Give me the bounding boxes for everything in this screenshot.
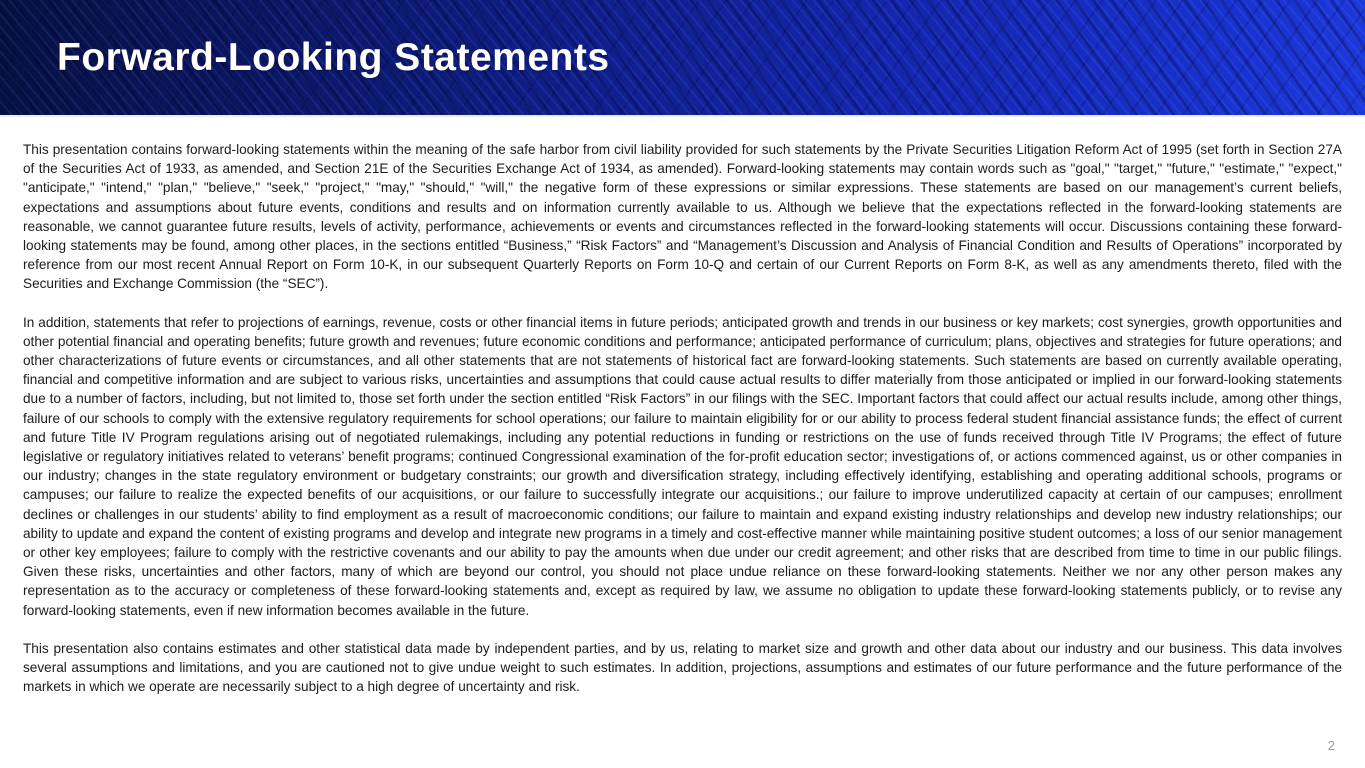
disclaimer-body: [0, 117, 1365, 696]
slide-title: Forward-Looking Statements: [57, 35, 610, 79]
paragraph-statistical-data: This presentation also contains estimates and other statistical data made by independent parties, and by us, relating to market size and growth and other data about our industry and our business. This data involves several assumptions and limitations, and you are cautioned not to give undue weight to such estimates. In addition, projections, assumptions and estimates of our future performance and the future performance of the markets in which we operate are necessarily subject to a high degree of uncertainty and risk.: [23, 640, 1342, 695]
slide-header-banner: [0, 0, 1365, 117]
paragraph-safe-harbor: This presentation contains forward-looking statements within the meaning of the safe harbor from civil liability provided for such statements by the Private Securities Litigation Reform Act of 1995 (set forth in Section 27A of the Securities Act of 1933, as amended, and Section 21E of the Securities Exchange Act of 1934, as amended). Forward-looking statements may contain words such as "goal," "target," "future," "estimate," "expect," "anticipate," "intend," "plan," "believe," "seek," "project," "may," "should," "will," the negative form of these expressions or similar expressions. These statements are based on our management’s current beliefs, expectations and assumptions about future events, conditions and results and on information currently available to us. Although we believe that the expectations reflected in the forward-looking statements are reasonable, we cannot guarantee future results, levels of activity, performance, achievements or events and circumstances reflected in the forward-looking statements will occur. Discussions containing these forward-looking statements may be found, among other places, in the sections entitled “Business,” “Risk Factors” and “Management’s Discussion and Analysis of Financial Condition and Results of Operations” incorporated by reference from our most recent Annual Report on Form 10-K, in our subsequent Quarterly Reports on Form 10-Q and certain of our Current Reports on Form 8-K, as well as any amendments thereto, filed with the Securities and Exchange Commission (the “SEC”).: [23, 142, 1342, 292]
paragraph-risk-factors: In addition, statements that refer to projections of earnings, revenue, costs or other financial items in future periods; anticipated growth and trends in our business or key markets; cost synergies, growth opportunities and other potential financial and operating benefits; future growth and revenues; future economic conditions and performance; anticipated performance of curriculum; plans, objectives and strategies for future operations; and other characterizations of future events or circumstances, and all other statements that are not statements of historical fact are forward-looking statements. Such statements are based on currently available operating, financial and competitive information and are subject to various risks, uncertainties and assumptions that could cause actual results to differ materially from those anticipated or implied in our forward-looking statements due to a number of factors, including, but not limited to, those set forth under the section entitled “Risk Factors” in our filings with the SEC. Important factors that could affect our actual results include, among other things, failure of our schools to comply with the extensive regulatory requirements for school operations; our failure to maintain eligibility for or our ability to process federal student financial assistance funds; the effect of current and future Title IV Program regulations arising out of negotiated rulemakings, including any potential reductions in funding or restrictions on the use of funds received through Title IV Programs; the effect of future legislative or regulatory initiatives related to veterans’ benefit programs; continued Congressional examination of the for-profit education sector; investigations of, or actions commenced against, us or other companies in our industry; changes in the state regulatory environment or budgetary constraints; our growth and diversification strategy, including effectively identifying, establishing and operating additional schools, programs or campuses; our failure to realize the expected benefits of our acquisitions, or our failure to successfully integrate our acquisitions.; our failure to improve underutilized capacity at certain of our campuses; enrollment declines or challenges in our students’ ability to find employment as a result of macroeconomic conditions; our failure to maintain and expand existing industry relationships and develop new industry relationships; our ability to update and expand the content of existing programs and develop and integrate new programs in a timely and cost-effective manner while maintaining positive student outcomes; a loss of our senior management or other key employees; failure to comply with the restrictive covenants and our ability to pay the amounts when due under our credit agreement; and other risks that are described from time to time in our public filings. Given these risks, uncertainties and other factors, many of which are beyond our control, you should not place undue reliance on these forward-looking statements. Neither we nor any other person makes any representation as to the accuracy or completeness of these forward-looking statements and, except as required by law, we assume no obligation to update these forward-looking statements publicly, or to revise any forward-looking statements, even if new information becomes available in the future.: [23, 314, 1342, 618]
page-number: 2: [1327, 738, 1335, 753]
